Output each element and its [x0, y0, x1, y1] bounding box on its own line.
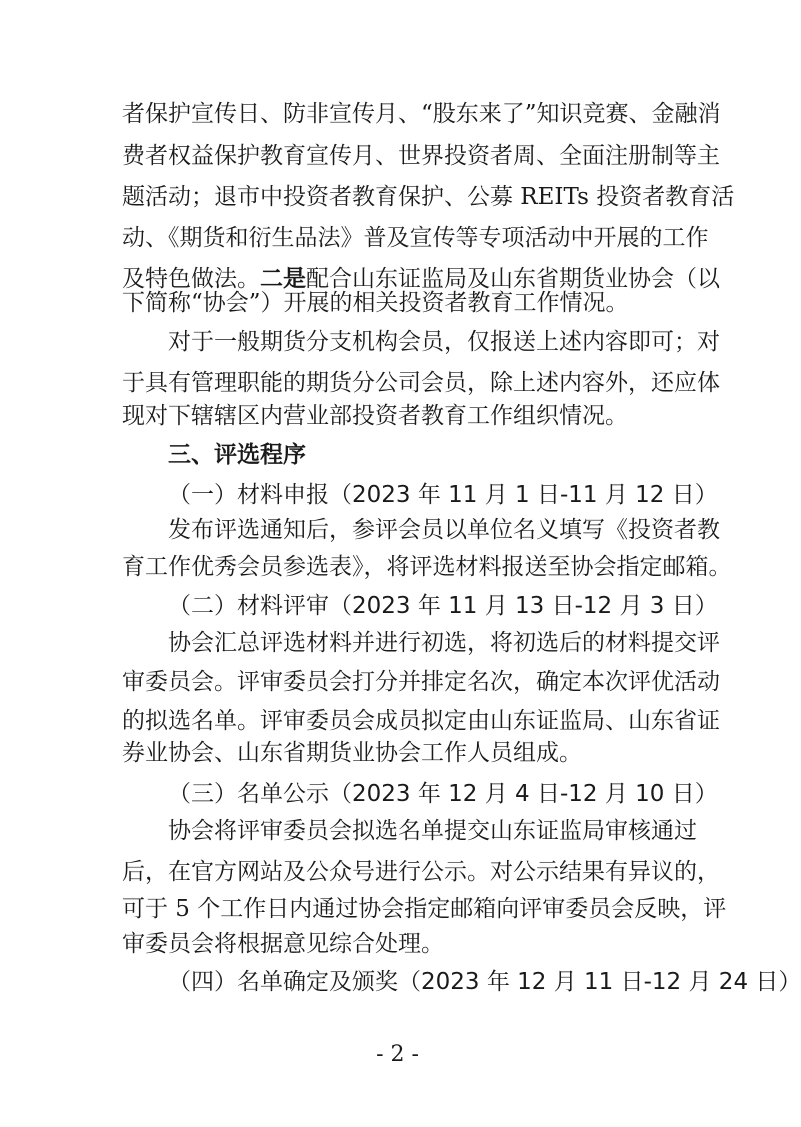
subsection-heading: （一）材料申报（2023 年 11 月 1 日-11 月 12 日）: [168, 482, 718, 508]
paragraph-first-line: 协会将评审委员会拟选名单提交山东证监局审核通过: [168, 818, 697, 844]
paragraph-first-line: 对于一般期货分支机构会员，仅报送上述内容即可；对: [168, 329, 720, 355]
subsection-heading: （四）名单确定及颁奖（2023 年 12 月 11 日-12 月 24 日）: [168, 969, 801, 995]
subsection-heading: （二）材料评审（2023 年 11 月 13 日-12 月 3 日）: [168, 593, 718, 619]
body-line: 审委员会将根据意见综合处理。: [122, 931, 444, 957]
page-number: - 2 -: [376, 1042, 419, 1067]
body-line: 可于 5 个工作日内通过协会指定邮箱向评审委员会反映，评: [122, 896, 727, 922]
body-line: 审委员会。评审委员会打分并排定名次，确定本次评优活动: [122, 669, 720, 695]
body-line: 者保护宣传日、防非宣传月、“股东来了”知识竞赛、金融消: [122, 101, 721, 127]
paragraph-first-line: 协会汇总评选材料并进行初选，将初选后的材料提交评: [168, 630, 720, 656]
subsection-heading: （三）名单公示（2023 年 12 月 4 日-12 月 10 日）: [168, 781, 718, 807]
body-line: 下简称“协会”）开展的相关投资者教育工作情况。: [122, 290, 629, 316]
body-line: 现对下辖辖区内营业部投资者教育工作组织情况。: [122, 403, 628, 429]
body-line: 题活动；退市中投资者教育保护、公募 REITs 投资者教育活: [122, 184, 735, 210]
body-line: 后，在官方网站及公众号进行公示。对公示结果有异议的，: [122, 859, 720, 885]
section-heading: 三、评选程序: [168, 442, 306, 468]
body-line: 于具有管理职能的期货分公司会员，除上述内容外，还应体: [122, 370, 720, 396]
body-text: 配合山东证监局及山东省期货业协会（以: [306, 266, 720, 292]
body-line: 券业协会、山东省期货业协会工作人员组成。: [122, 740, 582, 766]
body-line: 动、《期货和衍生品法》普及宣传等专项活动中开展的工作: [122, 225, 709, 251]
body-line: 的拟选名单。评审委员会成员拟定由山东证监局、山东省证: [122, 708, 720, 734]
body-text: 及特色做法。: [122, 266, 260, 292]
paragraph-first-line: 发布评选通知后，参评会员以单位名义填写《投资者教: [168, 517, 720, 543]
body-line: 育工作优秀会员参选表》，将评选材料报送至协会指定邮箱。: [122, 554, 732, 580]
body-line: 费者权益保护教育宣传月、世界投资者周、全面注册制等主: [122, 143, 720, 169]
emphasis-text: 二是: [260, 266, 306, 292]
